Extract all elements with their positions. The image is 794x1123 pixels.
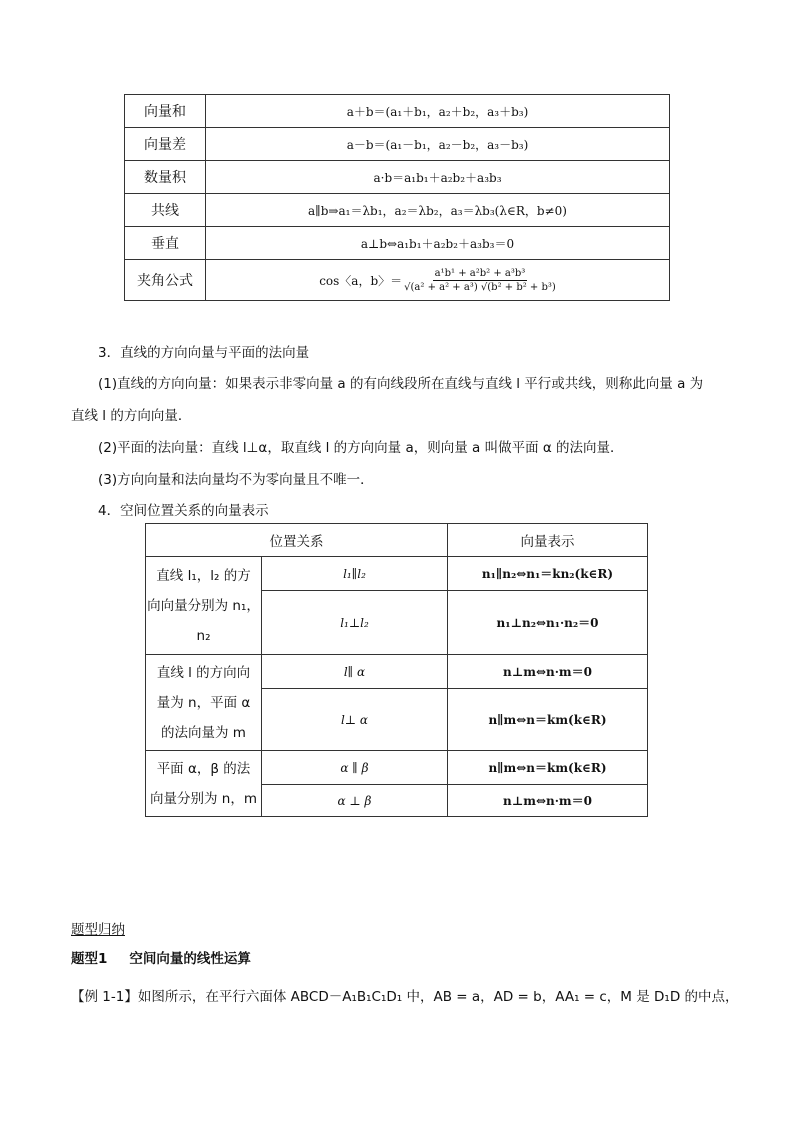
section3-p2: (2)平面的法向量：直线 l⊥α，取直线 l 的方向向量 a，则向量 a 叫做平面 α 的法向量． — [98, 440, 624, 456]
expression-cell: n⊥m⇔n·m＝0 — [448, 655, 648, 689]
angle-formula-row — [125, 260, 670, 301]
vector-op-row — [125, 227, 670, 260]
vector-op-label: 共线 — [125, 194, 206, 227]
relation-group-desc-line: 直线 l₁，l₂ 的方 — [156, 567, 251, 584]
relation-group-desc-line: n₂ — [196, 627, 211, 644]
header-expression: 向量表示 — [448, 524, 648, 557]
relation-cell: α ⊥ β — [262, 785, 448, 817]
vector-op-formula: a＋b＝(a₁＋b₁，a₂＋b₂，a₃＋b₃) — [206, 95, 670, 128]
relation-row — [146, 557, 648, 591]
expression-cell: n∥m⇔n＝km(k∈R) — [448, 751, 648, 785]
angle-formula — [206, 260, 670, 301]
section-title: 题型归纳 — [71, 922, 125, 938]
relation-table-header — [146, 524, 648, 557]
relation-group-desc-line: 的法向量为 m — [161, 724, 246, 741]
section3-p1-line1: (1)直线的方向向量：如果表示非零向量 a 的有向线段所在直线与直线 l 平行或共线，则称此向量 a 为 — [98, 376, 704, 392]
type1-heading — [71, 947, 251, 967]
relation-cell: l∥ α — [262, 655, 448, 689]
angle-numerator: a¹b¹ + a²b² + a³b³ — [434, 267, 526, 279]
vector-op-row — [125, 161, 670, 194]
vector-op-label: 向量差 — [125, 128, 206, 161]
expression-cell: n₁⊥n₂⇔n₁·n₂＝0 — [448, 591, 648, 655]
vector-op-label: 向量和 — [125, 95, 206, 128]
section4-heading: 4．空间位置关系的向量表示 — [98, 503, 269, 519]
relation-group-desc — [146, 557, 262, 655]
vector-op-formula: a⊥b⇔a₁b₁＋a₂b₂＋a₃b₃＝0 — [206, 227, 670, 260]
relation-cell: l⊥ α — [262, 689, 448, 751]
relation-cell: l₁⊥l₂ — [262, 591, 448, 655]
relation-group-desc-line: 平面 α，β 的法 — [156, 760, 251, 777]
section3-heading: 3．直线的方向向量与平面的法向量 — [98, 345, 310, 361]
relation-group-desc-line: 量为 n，平面 α — [156, 694, 251, 711]
expression-cell: n₁∥n₂⇔n₁＝kn₂(k∈R) — [448, 557, 648, 591]
expression-cell: n⊥m⇔n·m＝0 — [448, 785, 648, 817]
type1-title: 空间向量的线性运算 — [129, 951, 251, 967]
type1-label: 题型1 — [71, 951, 108, 967]
relation-group-desc — [146, 751, 262, 817]
angle-formula-label: 夹角公式 — [125, 260, 206, 301]
vector-operations-table — [124, 94, 670, 301]
expression-cell: n∥m⇔n＝km(k∈R) — [448, 689, 648, 751]
vector-op-row — [125, 128, 670, 161]
angle-fraction — [404, 268, 556, 293]
vector-op-row — [125, 194, 670, 227]
header-relation: 位置关系 — [146, 524, 448, 557]
position-relation-table — [145, 523, 648, 817]
section3-p3: (3)方向向量和法向量均不为零向量且不唯一． — [98, 472, 374, 488]
relation-group-desc — [146, 655, 262, 751]
relation-group-desc-line: 向量分别为 n，m — [150, 790, 257, 807]
relation-cell: α ∥ β — [262, 751, 448, 785]
section3-p1-line2: 直线 l 的方向向量． — [71, 408, 192, 424]
vector-op-label: 垂直 — [125, 227, 206, 260]
angle-denominator: √(a² + a² + a³) √(b² + b² + b³) — [404, 281, 556, 293]
example-1-1: 【例 1-1】如图所示，在平行六面体 ABCD－A₁B₁C₁D₁ 中，AB = a，AD = b，AA₁ = c，M 是 D₁D 的中点， — [71, 989, 739, 1005]
vector-op-formula: a·b＝a₁b₁＋a₂b₂＋a₃b₃ — [206, 161, 670, 194]
relation-row — [146, 751, 648, 785]
relation-cell: l₁∥l₂ — [262, 557, 448, 591]
vector-op-formula: a∥b⇒a₁＝λb₁，a₂＝λb₂，a₃＝λb₃(λ∈R，b≠0) — [206, 194, 670, 227]
vector-op-row — [125, 95, 670, 128]
relation-group-desc-line: 向向量分别为 n₁， — [147, 597, 260, 614]
relation-group-desc-line: 直线 l 的方向向 — [156, 664, 251, 681]
angle-formula-lhs: cos〈a，b〉＝ — [319, 273, 403, 288]
relation-row — [146, 655, 648, 689]
vector-op-formula: a－b＝(a₁－b₁，a₂－b₂，a₃－b₃) — [206, 128, 670, 161]
vector-op-label: 数量积 — [125, 161, 206, 194]
